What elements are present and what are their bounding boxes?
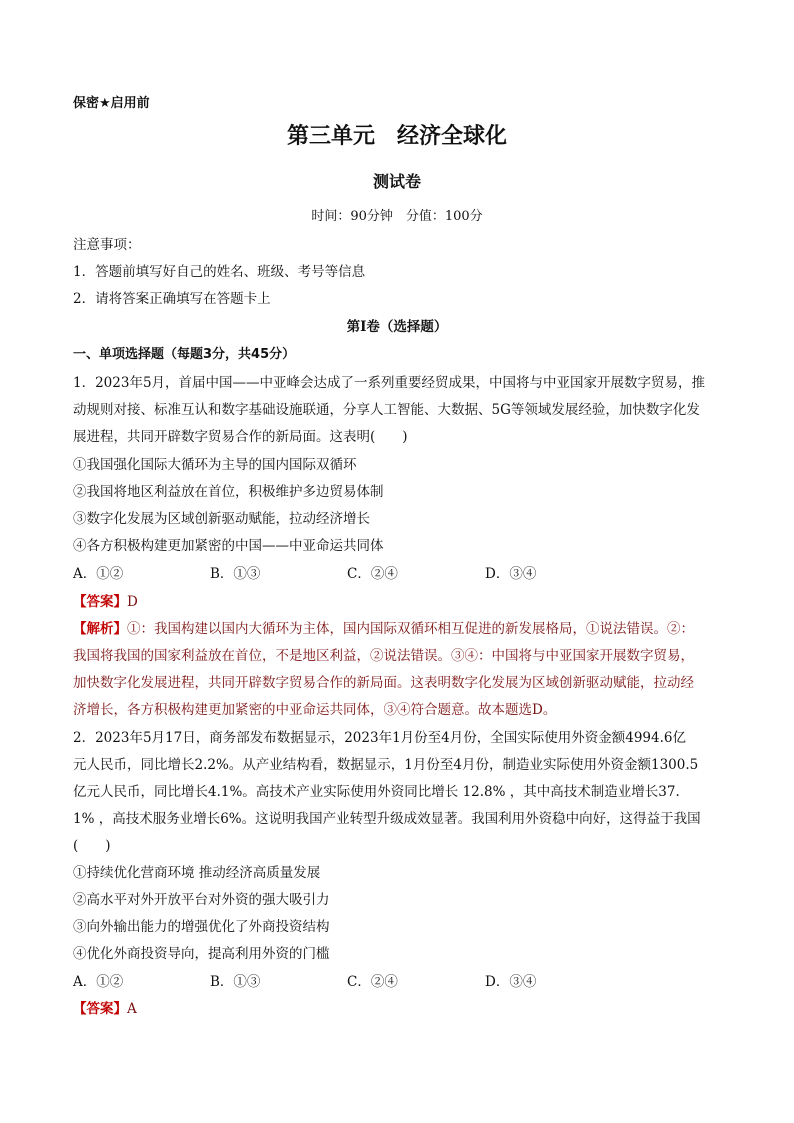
question-2-answer	[73, 1000, 733, 1018]
answer-value: A	[127, 1001, 137, 1017]
option-d: D．③④	[485, 566, 537, 582]
question-1-statement: ③数字化发展为区域创新驱动赋能，拉动经济增长	[73, 511, 370, 527]
question-1-statement: ②我国将地区利益放在首位，积极维护多边贸易体制	[73, 484, 384, 500]
question-1-line: 展进程，共同开辟数字贸易合作的新局面。这表明( )	[73, 429, 408, 445]
question-2-statement: ①持续优化营商环境 推动经济高质量发展	[73, 865, 321, 881]
question-1-line: 1．2023年5月，首届中国——中亚峰会达成了一系列重要经贸成果，中国将与中亚国家开展数字贸易，推	[73, 375, 706, 391]
question-2-line: 元人民币，同比增长2.2%。从产业结构看，数据显示，1月份至4月份，制造业实际使用外资金额1300.5	[73, 757, 699, 773]
option-a: A．①②	[73, 566, 124, 582]
question-1-analysis	[73, 620, 733, 638]
analysis-line: 我国将我国的国家利益放在首位，不是地区利益，②说法错误。③④：中国将与中亚国家开展数字贸易，	[73, 648, 694, 664]
question-2-statement: ②高水平对外开放平台对外资的强大吸引力	[73, 892, 330, 908]
analysis-line: 加快数字化发展进程，共同开辟数字贸易合作的新局面。这表明数字化发展为区域创新驱动赋能，拉动经	[73, 675, 694, 691]
answer-label: 【答案】	[73, 594, 127, 610]
question-2-line: 1% ，高技术服务业增长6%。这说明我国产业转型升级成效显著。我国利用外资稳中向好，这得益于我国	[73, 811, 701, 827]
answer-value: D	[127, 594, 138, 610]
option-c: C．②④	[347, 566, 398, 582]
notice-item: 1．答题前填写好自己的姓名、班级、考号等信息	[73, 264, 366, 280]
section-heading: 一、单项选择题（每题3分，共45分）	[73, 347, 296, 362]
analysis-line: 济增长，各方积极构建更加紧密的中亚命运共同体，③④符合题意。故本题选D。	[73, 702, 557, 718]
time-score-info: 时间：90分钟 分值：100分	[311, 209, 483, 224]
question-1-answer	[73, 593, 733, 611]
question-1-statement: ①我国强化国际大循环为主导的国内国际双循环	[73, 457, 357, 473]
question-2-statement: ④优化外商投资导向，提高利用外资的门槛	[73, 946, 330, 962]
notice-label: 注意事项：	[73, 237, 141, 253]
notice-item: 2．请将答案正确填写在答题卡上	[73, 291, 271, 307]
question-2-line: ( )	[73, 838, 111, 854]
question-1-statement: ④各方积极构建更加紧密的中国——中亚命运共同体	[73, 538, 384, 554]
analysis-label: 【解析】	[73, 621, 127, 637]
question-2-line: 亿元人民币，同比增长4.1%。高技术产业实际使用外资同比增长 12.8% ，其中高技术制造业增长37.	[73, 784, 680, 800]
option-b: B．①③	[210, 566, 261, 582]
answer-label: 【答案】	[73, 1001, 127, 1017]
question-1-line: 动规则对接、标准互认和数字基础设施联通，分享人工智能、大数据、5G等领域发展经验，加快数字化发	[73, 402, 700, 418]
page-subtitle: 测试卷	[372, 172, 421, 191]
page-title: 第三单元 经济全球化	[286, 124, 507, 149]
option-a: A．①②	[73, 974, 124, 990]
option-c: C．②④	[347, 974, 398, 990]
volume-heading: 第Ⅰ卷（选择题）	[346, 319, 448, 335]
question-2-statement: ③向外输出能力的增强优化了外商投资结构	[73, 919, 330, 935]
analysis-line: ①：我国构建以国内大循环为主体，国内国际双循环相互促进的新发展格局，①说法错误。②：	[127, 621, 694, 637]
option-d: D．③④	[485, 974, 537, 990]
option-b: B．①③	[210, 974, 261, 990]
question-2-line: 2．2023年5月17日，商务部发布数据显示，2023年1月份至4月份，全国实际使用外资金额4994.6亿	[73, 730, 686, 746]
confidential-mark: 保密★启用前	[73, 96, 150, 111]
